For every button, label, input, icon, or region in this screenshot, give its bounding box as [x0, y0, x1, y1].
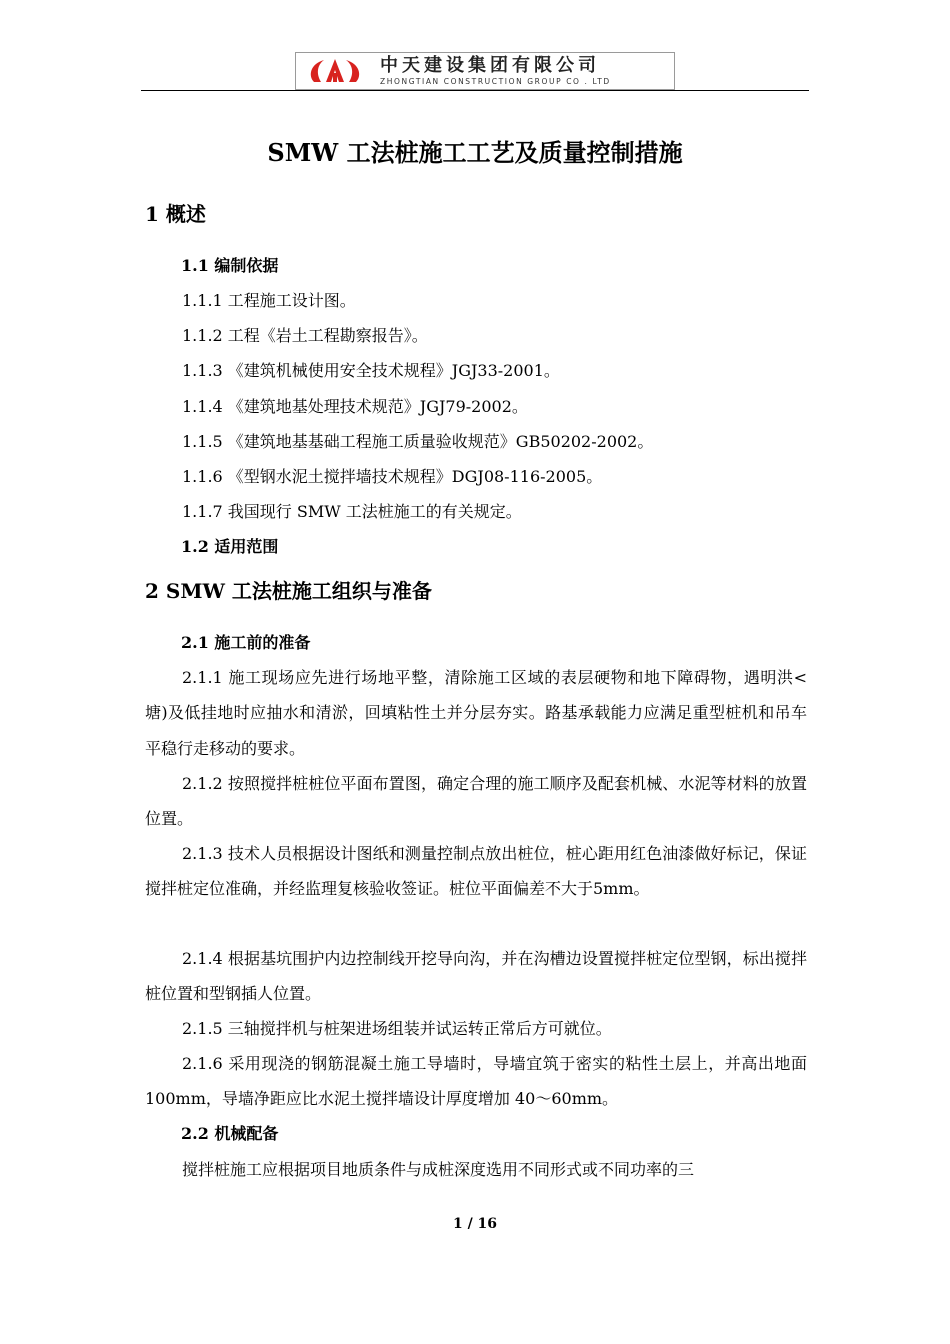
subsection-heading-2-1: 2.1 施工前的准备: [181, 633, 311, 652]
subsection-heading-2-2: 2.2 机械配备: [181, 1124, 279, 1143]
company-logo-mark-icon: [306, 56, 364, 86]
header-divider: [141, 90, 809, 91]
reference-item: 1.1.5 《建筑地基基础工程施工质量验收规范》GB50202-2002。: [182, 432, 654, 451]
subsection-heading-1-2: 1.2 适用范围: [181, 537, 279, 556]
reference-item: 1.1.4 《建筑地基处理技术规范》JGJ79-2002。: [182, 397, 528, 416]
reference-item: 1.1.1 工程施工设计图。: [182, 291, 356, 310]
section-heading-2: 2 SMW 工法桩施工组织与准备: [145, 579, 432, 603]
body-paragraph: 2.1.5 三轴搅拌机与桩架进场组装并试运转正常后方可就位。: [182, 1019, 612, 1038]
page-header: [141, 50, 809, 92]
body-paragraph: 2.1.2 按照搅拌桩桩位平面布置图，确定合理的施工顺序及配套机械、水泥等材料的放置位置。: [145, 774, 807, 829]
company-name-cn: 中天建设集团有限公司: [380, 55, 600, 76]
reference-item: 1.1.7 我国现行 SMW 工法桩施工的有关规定。: [182, 502, 522, 521]
reference-item: 1.1.6 《型钢水泥土搅拌墙技术规程》DGJ08-116-2005。: [182, 467, 603, 486]
section-heading-1: 1 概述: [145, 202, 206, 226]
page-number: 1 / 16: [452, 1216, 498, 1232]
body-paragraph: 2.1.1 施工现场应先进行场地平整，清除施工区域的表层硬物和地下障碍物，遇明洪<塘)及低挂地时应抽水和清淤，回填粘性土并分层夯实。路基承载能力应满足重型桩机和吊车平稳行走移动的要求。: [145, 668, 807, 758]
reference-item: 1.1.3 《建筑机械使用安全技术规程》JGJ33-2001。: [182, 361, 560, 380]
reference-item: 1.1.2 工程《岩土工程勘察报告》。: [182, 326, 428, 345]
body-paragraph: 2.1.3 技术人员根据设计图纸和测量控制点放出桩位，桩心距用红色油漆做好标记，保证搅拌桩定位准确，并经监理复核验收签证。桩位平面偏差不大于5mm。: [145, 844, 807, 899]
company-logo: [295, 52, 675, 90]
company-name-en: ZHONGTIAN CONSTRUCTION GROUP CO . LTD: [380, 77, 611, 86]
document-title: SMW 工法桩施工工艺及质量控制措施: [267, 138, 683, 167]
body-paragraph: 2.1.4 根据基坑围护内边控制线开挖导向沟，并在沟槽边设置搅拌桩定位型钢，标出搅拌桩位置和型钢插人位置。: [145, 949, 807, 1004]
subsection-heading-1-1: 1.1 编制依据: [181, 256, 279, 275]
body-paragraph: 搅拌桩施工应根据项目地质条件与成桩深度选用不同形式或不同功率的三: [182, 1160, 695, 1179]
body-paragraph: 2.1.6 采用现浇的钢筋混凝土施工导墙时，导墙宜筑于密实的粘性土层上，并高出地面 100mm，导墙净距应比水泥土搅拌墙设计厚度增加 40～60mm。: [145, 1054, 807, 1109]
